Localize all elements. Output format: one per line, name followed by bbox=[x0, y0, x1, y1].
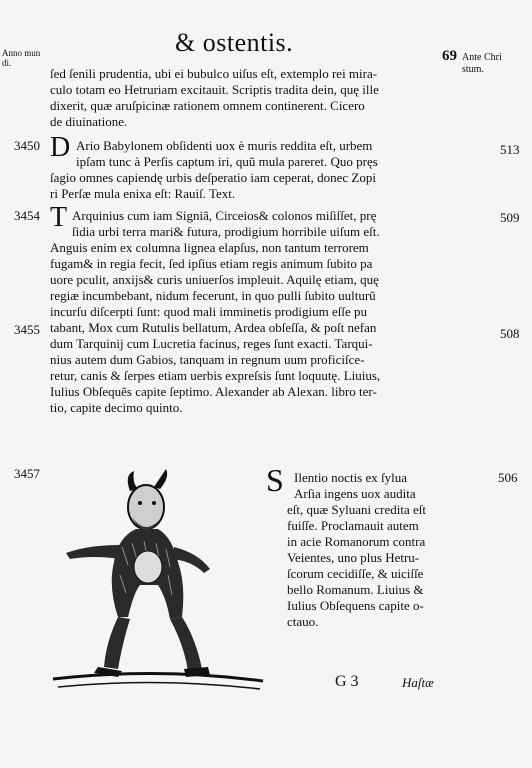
signature-mark: G 3 bbox=[335, 673, 359, 690]
text-line: Anguis enim ex columna lignea elapſus, non tantum terrorem bbox=[50, 240, 369, 255]
text-line: Veientes, uno plus Hetru- bbox=[287, 550, 420, 565]
text-line: de diuinatione. bbox=[50, 114, 128, 129]
catchword: Haſtæ bbox=[402, 675, 434, 690]
text-line: ſcorum cecidiſſe, & uiciſſe bbox=[287, 566, 424, 581]
year-bc: 506 bbox=[498, 470, 518, 485]
text-line: ſagio omnes capiendę urbis deſperatio iam ceperat, donec Zopi bbox=[50, 170, 376, 185]
margin-note-line: di. bbox=[2, 58, 12, 68]
text-line: tio, capite decimo quinto. bbox=[50, 400, 183, 415]
year-bc: 508 bbox=[500, 326, 520, 341]
running-title: & ostentis. bbox=[175, 28, 294, 57]
year-bc: 509 bbox=[500, 210, 520, 225]
margin-note-line: Ante Chri bbox=[462, 52, 502, 63]
text-line: retur, canis & ſerpes etiam uerbis expreſsis ſunt loquutę. Liuius, bbox=[50, 368, 381, 383]
text-line: tabant, Mox cum Rutulis bellatum, Ardea obſeſſa, & poſt nefan bbox=[50, 320, 377, 335]
text-line: Iulius Obſequens capite o- bbox=[287, 598, 424, 613]
margin-note-ante-christum bbox=[462, 52, 528, 76]
satyr-woodcut-icon bbox=[48, 467, 268, 695]
margin-note-line: Anno mun bbox=[2, 48, 41, 58]
page-number: 69 bbox=[442, 48, 457, 64]
margin-note-line: stum. bbox=[462, 64, 484, 75]
text-line: in acie Romanorum contra bbox=[287, 534, 426, 549]
text-line: Iulius Obſequẽs capite ſeptimo. Alexander ab Alexan. libro ter- bbox=[50, 384, 377, 399]
text-line: bello Romanum. Liuius & bbox=[287, 582, 424, 597]
text-line: dum Tarquinij cum Lucretia facinus, reges ſunt exacti. Tarqui- bbox=[50, 336, 373, 351]
drop-cap: D bbox=[50, 132, 71, 163]
text-line: Arquinius cum iam Signiã, Circeios& colonos miſiſſet, prę bbox=[72, 208, 377, 223]
text-line: eſt, quæ Syluani credita eſt bbox=[287, 502, 426, 517]
text-line: nius autem dum Gabios, tanquam in regnum uum proficiſce- bbox=[50, 352, 365, 367]
text-line: dixerit, quæ aruſpicinæ rationem omnem continerent. Cicero bbox=[50, 98, 365, 113]
text-line: culo totam eo Hetruriam excitauit. Scriptis tradita dein, quę ille bbox=[50, 82, 379, 97]
year-mundi: 3455 bbox=[14, 322, 40, 337]
drop-cap: T bbox=[50, 202, 68, 233]
text-line: Arſia ingens uox audita bbox=[294, 486, 416, 501]
drop-cap: S bbox=[266, 462, 284, 498]
text-line: Ario Babylonem obſidenti uox è muris reddita eſt, urbem bbox=[76, 138, 373, 153]
text-line: regiæ incumbebant, nidum fecerunt, in quo pulli ſubito uulturũ bbox=[50, 288, 376, 303]
text-line: ſed ſenili prudentia, ubi ei bubulco uiſus eſt, extemplo rei mira- bbox=[50, 66, 378, 81]
year-mundi: 3457 bbox=[14, 466, 40, 481]
year-mundi: 3450 bbox=[14, 138, 40, 153]
text-line: fuiſſe. Proclamauit autem bbox=[287, 518, 419, 533]
year-bc: 513 bbox=[500, 142, 520, 157]
text-line: ipſam tunc à Perſis captum iri, quũ mula pareret. Quo pręs bbox=[76, 154, 378, 169]
text-line: uore pculit, anxijs& curis uniuerſos impleuit. Aquilę etiam, quę bbox=[50, 272, 379, 287]
margin-note-anno-mundi bbox=[2, 48, 40, 68]
year-mundi: 3454 bbox=[14, 208, 40, 223]
text-line: ſidia urbi terra mari& futura, prodigium horribile uiſum eſt. bbox=[72, 224, 380, 239]
text-line: ctauo. bbox=[287, 614, 319, 629]
text-line: ri Perſæ mula enixa eſt: Rauiſ. Text. bbox=[50, 186, 236, 201]
text-line: fugam& in regia fecit, ſed ipſius etiam regis animum ſubito pa bbox=[50, 256, 373, 271]
text-line: Ilentio noctis ex ſylua bbox=[294, 470, 408, 485]
text-line: incurſu diſcerpti ſunt: quod mali imminetis prodigium eſſe pu bbox=[50, 304, 368, 319]
